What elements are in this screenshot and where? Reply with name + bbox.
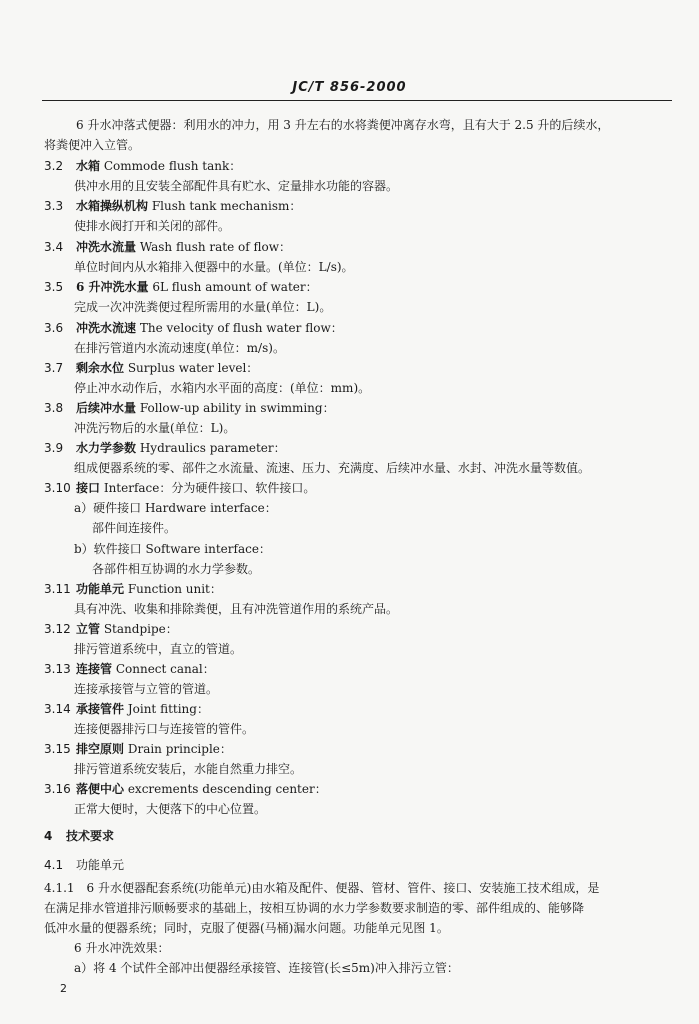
- clause-number: 3.8: [44, 401, 64, 415]
- clause-3-6-definition: 在排污管道内水流动速度(单位：m/s)。: [74, 341, 285, 355]
- clause-3-11-heading: [44, 582, 222, 596]
- clause-term: 水箱: [76, 159, 101, 173]
- clause-3-14-definition: 连接便器排污口与连接管的管件。: [74, 722, 255, 736]
- clause-term: 承接管件: [76, 702, 125, 716]
- clause-3-10-a-heading: a）硬件接口 Hardware interface：: [74, 501, 277, 515]
- section-number: 4.1: [44, 858, 64, 872]
- clause-term-en: Connect canal：: [112, 662, 215, 676]
- clause-3-12-definition: 排污管道系统中，直立的管道。: [74, 642, 243, 656]
- clause-number: 3.11: [44, 582, 71, 596]
- clause-3-10-heading: [44, 481, 315, 495]
- clause-3-4-heading: [44, 240, 291, 254]
- clause-3-7-definition: 停止冲水动作后，水箱内水平面的高度：(单位：mm)。: [74, 381, 371, 395]
- clause-3-11-definition: 具有冲洗、收集和排除粪便，且有冲洗管道作用的系统产品。: [74, 602, 399, 616]
- clause-term-en: excrements descending center：: [124, 782, 327, 796]
- clause-term-en: Follow-up ability in swimming：: [136, 401, 335, 415]
- intro-line-1: 6 升水冲落式便器：利用水的冲力，用 3 升左右的水将粪便冲离存水弯，且有大于 2.5 升的后续水，: [76, 118, 610, 132]
- clause-term: 剩余水位: [76, 361, 125, 375]
- clause-3-6-heading: [44, 321, 343, 335]
- clause-3-2-heading: [44, 159, 241, 173]
- clause-3-14-heading: [44, 702, 209, 716]
- clause-number: 3.12: [44, 622, 71, 636]
- clause-3-3-definition: 使排水阀打开和关闭的部件。: [74, 219, 231, 233]
- clause-3-15-heading: [44, 742, 232, 756]
- clause-3-3-heading: [44, 199, 301, 213]
- clause-3-16-heading: [44, 782, 327, 796]
- clause-number: 3.7: [44, 361, 64, 375]
- clause-3-9-definition: 组成便器系统的零、部件之水流量、流速、压力、充满度、后续冲水量、水封、冲洗水量等数值。: [74, 461, 591, 475]
- clause-term-en: Standpipe：: [100, 622, 178, 636]
- clause-number: 3.15: [44, 742, 71, 756]
- clause-3-7-heading: [44, 361, 258, 375]
- page-header: JC/T 856-2000: [292, 80, 407, 95]
- section-number: 4: [44, 829, 53, 843]
- clause-3-15-definition: 排污管道系统安装后，水能自然重力排空。: [74, 762, 303, 776]
- section-title: 功能单元: [76, 858, 125, 872]
- clause-term: 水箱操纵机构: [76, 199, 149, 213]
- clause-number: 3.13: [44, 662, 71, 676]
- clause-3-2-definition: 供冲水用的且安装全部配件具有贮水、定量排水功能的容器。: [74, 179, 399, 193]
- clause-3-5-definition: 完成一次冲洗粪便过程所需用的水量(单位：L)。: [74, 300, 332, 314]
- clause-4-1-1-line-2: 在满足排水管道排污顺畅要求的基础上，按相互协调的水力学参数要求制造的零、部件组成的、能够降: [44, 901, 585, 915]
- clause-term: 落便中心: [76, 782, 125, 796]
- clause-3-10-b-heading: b）软件接口 Software interface：: [74, 542, 271, 556]
- clause-3-8-definition: 冲洗污物后的水量(单位：L)。: [74, 421, 236, 435]
- clause-term: 水力学参数: [76, 441, 137, 455]
- clause-term: 排空原则: [76, 742, 125, 756]
- clause-3-10-b-definition: 各部件相互协调的水力学参数。: [92, 562, 261, 576]
- clause-3-4-definition: 单位时间内从水箱排入便器中的水量。(单位：L/s)。: [74, 260, 354, 274]
- clause-term-en: Joint fitting：: [124, 702, 209, 716]
- page-number: 2: [60, 982, 67, 995]
- clause-term-en: Wash flush rate of flow：: [136, 240, 292, 254]
- clause-3-16-definition: 正常大便时，大便落下的中心位置。: [74, 802, 267, 816]
- clause-number: 3.10: [44, 481, 71, 495]
- clause-term: 立管: [76, 622, 101, 636]
- clause-4-1-1-line-4: 6 升水冲洗效果：: [74, 941, 170, 955]
- clause-term: 连接管: [76, 662, 113, 676]
- clause-3-13-definition: 连接承接管与立管的管道。: [74, 682, 219, 696]
- intro-line-2: 将粪便冲入立管。: [44, 138, 141, 152]
- clause-term: 功能单元: [76, 582, 125, 596]
- clause-4-1-1-line-3: 低冲水量的便器系统；同时，克服了便器(马桶)漏水问题。功能单元见图 1。: [44, 921, 449, 935]
- section-4-1-heading: [44, 858, 124, 872]
- clause-term-en: Drain principle：: [124, 742, 232, 756]
- clause-term: 6 升冲洗水量: [76, 280, 149, 294]
- clause-number: 3.14: [44, 702, 71, 716]
- clause-3-13-heading: [44, 662, 215, 676]
- clause-number: 3.5: [44, 280, 64, 294]
- clause-term-en: Hydraulics parameter：: [136, 441, 286, 455]
- clause-term-en: Interface：分为硬件接口、软件接口。: [100, 481, 316, 495]
- clause-4-1-1-line-1: 4.1.1 6 升水便器配套系统(功能单元)由水箱及配件、便器、管材、管件、接口、安装施工技术组成，是: [44, 881, 600, 895]
- clause-number: 3.9: [44, 441, 64, 455]
- clause-3-10-a-definition: 部件间连接件。: [92, 521, 177, 535]
- clause-term-en: Function unit：: [124, 582, 222, 596]
- clause-number: 3.4: [44, 240, 64, 254]
- clause-number: 3.6: [44, 321, 64, 335]
- section-4-heading: [44, 829, 114, 843]
- clause-term-en: Flush tank mechanism：: [148, 199, 302, 213]
- clause-4-1-1-line-5: a）将 4 个试件全部冲出便器经承接管、连接管(长≤5m)冲入排污立管：: [74, 961, 459, 975]
- clause-3-5-heading: [44, 280, 318, 294]
- header-rule: [42, 100, 672, 101]
- clause-term: 冲洗水流速: [76, 321, 137, 335]
- clause-number: 3.3: [44, 199, 64, 213]
- section-title: 技术要求: [66, 829, 115, 843]
- clause-3-12-heading: [44, 622, 178, 636]
- clause-3-9-heading: [44, 441, 286, 455]
- clause-number: 3.2: [44, 159, 64, 173]
- clause-number: 3.16: [44, 782, 71, 796]
- clause-term: 接口: [76, 481, 101, 495]
- clause-term-en: 6L flush amount of water：: [148, 280, 318, 294]
- clause-term-en: Surplus water level：: [124, 361, 259, 375]
- clause-term: 冲洗水流量: [76, 240, 137, 254]
- clause-3-8-heading: [44, 401, 335, 415]
- clause-term-en: Commode flush tank：: [100, 159, 242, 173]
- clause-term: 后续冲水量: [76, 401, 137, 415]
- clause-term-en: The velocity of flush water flow：: [136, 321, 343, 335]
